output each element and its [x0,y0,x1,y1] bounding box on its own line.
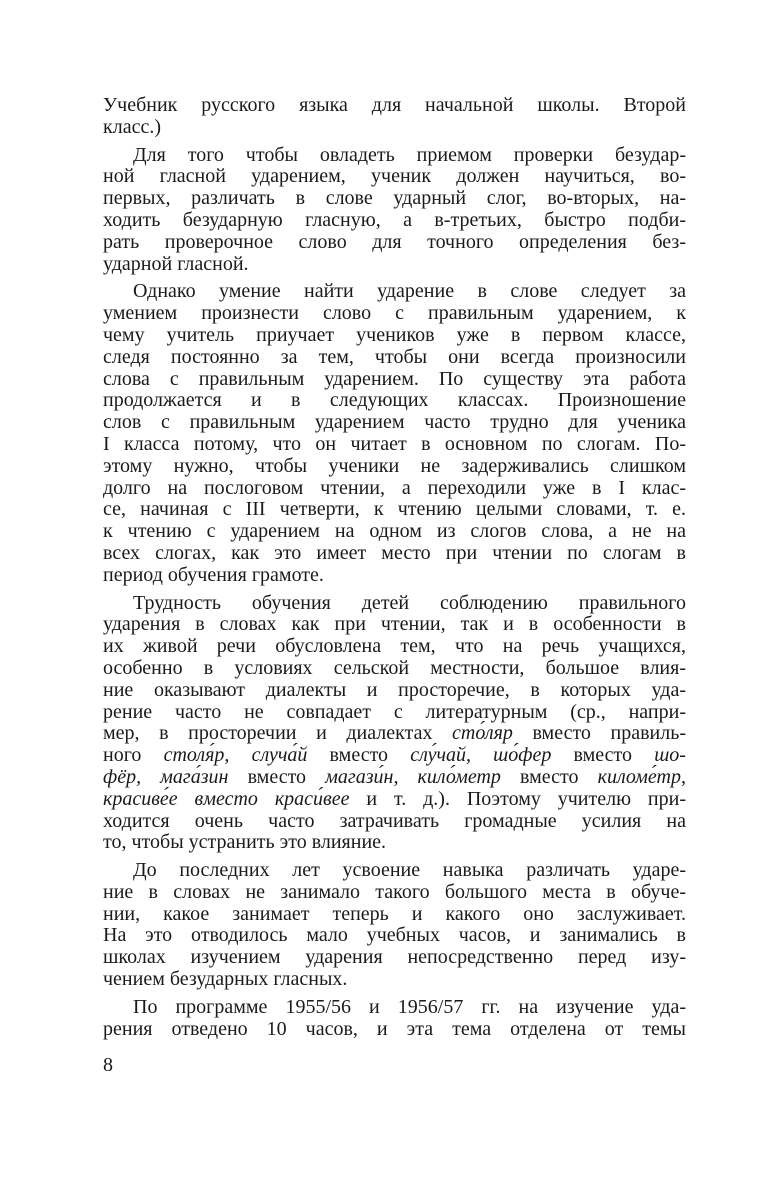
text-line [103,521,686,543]
text-segment: ние в словах не занимало такого большого места в обуче- [103,880,686,903]
text-line [103,499,686,521]
text-line [103,680,686,702]
text-line [103,614,686,636]
text-segment: период обучения грамоте. [103,563,324,586]
text-line [103,745,686,767]
paragraph [103,145,686,276]
text-segment: класс.) [103,115,161,138]
italic-example-text: столя́р, случа́й [163,744,308,767]
text-line [103,325,686,347]
text-segment: особенно в условиях сельской местности, большое влия- [103,656,686,679]
text-line [103,969,686,991]
text-segment: По программе 1955/56 и 1956/57 гг. на изучение уда- [133,995,686,1018]
text-line [103,882,686,904]
text-segment: слов с правильным ударением часто трудно для ученика [103,411,686,434]
text-segment: се, начиная с III четверти, к чтению целыми словами, т. е. [103,498,686,521]
text-line [103,369,686,391]
text-line [103,390,686,412]
text-segment: ударной гласной. [103,252,249,275]
text-segment: До последних лет усвоение навыка различать ударе- [133,859,686,882]
page-number: 8 [103,1054,113,1076]
text-line [103,543,686,565]
text-segment: рения отведено 10 часов, и эта тема отделена от темы [103,1017,686,1040]
italic-example-text: сто́ляр [452,722,513,745]
text-line [103,789,686,811]
paragraph [103,281,686,586]
text-segment: долго на послоговом чтении, а переходили уже в I клас- [103,476,686,499]
text-segment: то, чтобы устранить это влияние. [103,831,387,854]
text-line [103,117,686,139]
text-line [103,303,686,325]
text-segment: Для того чтобы овладеть приемом проверки безудар- [133,143,686,166]
text-segment: вместо [307,744,411,767]
text-segment: ходить безударную гласную, а в-третьих, быстро подби- [103,208,686,231]
text-line [103,210,686,232]
text-line [103,925,686,947]
italic-example-text: слу́чай, шо́фер [410,744,552,767]
text-line [103,832,686,854]
paragraph [103,593,686,855]
text-line [103,281,686,303]
text-line [103,658,686,680]
text-line [103,254,686,276]
text-line [103,95,686,117]
text-line [103,478,686,500]
text-segment: Учебник русского языка для начальной школы. Второй [103,94,686,116]
paragraph [103,95,686,139]
italic-example-text: киломе́тр [597,765,681,788]
text-line [103,347,686,369]
paragraph [103,997,686,1041]
text-segment: ходится очень часто затрачивать громадные усилия на [103,809,686,832]
text-line [103,456,686,478]
page-text [103,95,686,1040]
text-segment: вместо [500,765,598,788]
text-segment: ние оказывают диалекты и просторечие, в которых уда- [103,678,686,701]
text-segment: умением произнести слово с правильным ударением, к [103,302,686,325]
text-line [103,145,686,167]
text-segment: ударения в словах как при чтении, так и в особенности в [103,613,686,636]
text-segment: I класса потому, что он читает в основном по слогам. По- [103,432,686,455]
italic-example-text: шо- [654,744,686,767]
text-segment: слова с правильным ударением. По существу эта работа [103,367,686,390]
italic-example-text: магази́н, кило́метр [325,765,501,788]
text-segment: , [681,765,686,788]
text-line [103,947,686,969]
text-segment: этому нужно, чтобы ученики не задерживались слишком [103,454,686,477]
text-line [103,860,686,882]
text-segment: рение часто не совпадает с литературным (ср., напри- [103,700,686,723]
text-segment: вместо [228,765,326,788]
text-segment: нии, какое занимает теперь и какого оно заслуживает. [103,902,686,925]
text-line [103,412,686,434]
text-line [103,232,686,254]
text-line [103,593,686,615]
text-line [103,166,686,188]
text-segment: продолжается и в следующих классах. Произношение [103,389,686,412]
text-line [103,904,686,926]
text-segment: Трудность обучения детей соблюдению правильного [133,591,686,614]
italic-example-text: красиве́е вместо краси́вее [103,787,350,810]
text-segment: чением безударных гласных. [103,968,348,991]
text-segment: первых, различать в слове ударный слог, во-вторых, на- [103,187,686,210]
text-segment: и т. д.). Поэтому учителю при- [349,787,686,810]
text-line [103,811,686,833]
text-segment: следя постоянно за тем, чтобы они всегда произносили [103,345,686,368]
text-line [103,636,686,658]
text-line [103,565,686,587]
text-segment: Однако умение найти ударение в слове следует за [133,280,686,303]
text-segment: их живой речи обусловлена тем, что на речь учащихся, [103,635,686,658]
text-segment: всех слогах, как это имеет место при чтении по слогам в [103,541,686,564]
text-line [103,1019,686,1041]
text-segment: школах изучением ударения непосредственно перед изу- [103,946,686,969]
text-line [103,702,686,724]
text-segment: мер, в просторечии и диалектах [103,722,453,745]
text-line [103,997,686,1019]
text-line [103,723,686,745]
text-segment: чему учитель приучает учеников уже в первом классе, [103,323,686,346]
text-segment: ного [103,744,164,767]
text-line [103,188,686,210]
text-segment: вместо [551,744,655,767]
paragraph [103,860,686,991]
text-line [103,434,686,456]
text-segment: к чтению с ударением на одном из слогов слова, а не на [103,520,686,543]
text-segment: ной гласной ударением, ученик должен научиться, во- [103,165,686,188]
italic-example-text: фёр, мага́зин [103,765,229,788]
text-line [103,767,686,789]
text-segment: На это отводилось мало учебных часов, и занимались в [103,924,686,947]
text-segment: вместо правиль- [512,722,686,745]
text-segment: рать проверочное слово для точного определения без- [103,230,686,253]
